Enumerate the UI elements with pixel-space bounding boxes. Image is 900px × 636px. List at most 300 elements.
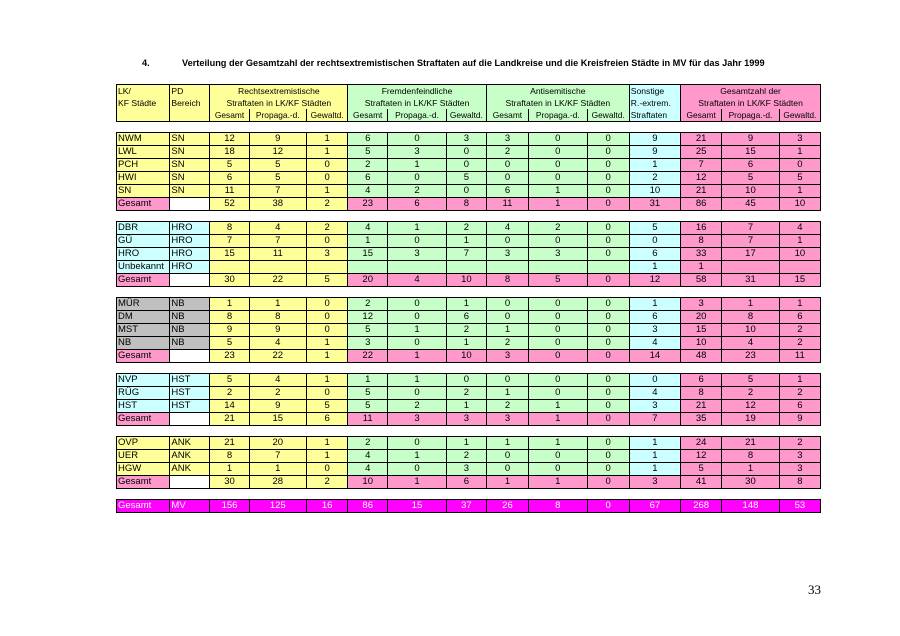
cell-value: 2	[249, 387, 307, 400]
header-total-line1: Gesamtzahl der	[681, 85, 821, 98]
cell-value: 2	[486, 400, 528, 413]
cell-value: 3	[307, 248, 348, 261]
cell-value: 8	[722, 311, 780, 324]
cell-value: 22	[348, 350, 388, 363]
cell-value: 0	[629, 235, 680, 248]
cell-pd	[170, 274, 210, 287]
cell-value: 3	[446, 413, 486, 426]
header-antisem-line2: Straftaten in LK/KF Städten	[486, 97, 629, 109]
cell-value: 1	[249, 463, 307, 476]
cell-value: 10	[446, 350, 486, 363]
cell-value: 4	[722, 337, 780, 350]
cell-value: 1	[307, 450, 348, 463]
cell-value: 0	[587, 450, 629, 463]
statistics-table	[116, 84, 821, 513]
cell-value: 1	[722, 463, 780, 476]
header-total-line2: Straftaten in LK/KF Städten	[681, 97, 821, 109]
cell-value: 1	[307, 337, 348, 350]
cell-value: 16	[307, 500, 348, 513]
cell-value: 1	[388, 159, 447, 172]
cell-value: 2	[486, 146, 528, 159]
cell-value: 6	[348, 172, 388, 185]
cell-value: 0	[388, 235, 447, 248]
cell-value: 0	[486, 159, 528, 172]
cell-value: 5	[779, 172, 820, 185]
subtotal-row	[117, 413, 821, 426]
header-lk-line1: LK/	[117, 85, 170, 98]
cell-value: 86	[348, 500, 388, 513]
cell-value: 8	[249, 311, 307, 324]
cell-value: 5	[348, 146, 388, 159]
cell-value: 1	[446, 235, 486, 248]
cell-value: 5	[529, 274, 588, 287]
cell-pd: NB	[170, 337, 210, 350]
cell-value: 1	[629, 298, 680, 311]
cell-pd: MV	[170, 500, 210, 513]
cell-value: 1	[388, 374, 447, 387]
header-rechts-line2: Straftaten in LK/KF Städten	[210, 97, 348, 109]
cell-value: 14	[210, 400, 249, 413]
table-row	[117, 133, 821, 146]
cell-value: 6	[722, 159, 780, 172]
cell-value: 6	[779, 400, 820, 413]
cell-value: 9	[629, 146, 680, 159]
cell-value: 0	[388, 172, 447, 185]
subheader-gewalt: Gewaltd.	[446, 109, 486, 122]
cell-value: 0	[587, 413, 629, 426]
cell-value: 0	[307, 172, 348, 185]
cell-value: 20	[348, 274, 388, 287]
cell-lk: DBR	[117, 222, 170, 235]
table-row	[117, 261, 821, 274]
table-row	[117, 298, 821, 311]
cell-value: 35	[681, 413, 722, 426]
cell-lk: Gesamt	[117, 500, 170, 513]
cell-value: 23	[210, 350, 249, 363]
cell-value: 0	[307, 159, 348, 172]
cell-value: 15	[722, 146, 780, 159]
cell-value	[249, 261, 307, 274]
cell-value: 3	[486, 350, 528, 363]
cell-value: 6	[629, 311, 680, 324]
cell-lk: NWM	[117, 133, 170, 146]
cell-value: 0	[587, 146, 629, 159]
cell-value: 14	[629, 350, 680, 363]
cell-value: 5	[249, 172, 307, 185]
cell-lk: Gesamt	[117, 274, 170, 287]
header-lk-line2: KF Städte	[117, 97, 170, 109]
spacer-row	[117, 489, 821, 500]
cell-value: 1	[210, 463, 249, 476]
cell-pd: HRO	[170, 235, 210, 248]
cell-value: 2	[388, 185, 447, 198]
cell-value: 5	[210, 337, 249, 350]
cell-value: 1	[388, 450, 447, 463]
cell-value	[446, 261, 486, 274]
cell-value: 15	[681, 324, 722, 337]
cell-lk: Gesamt	[117, 413, 170, 426]
cell-value: 3	[779, 133, 820, 146]
cell-value: 3	[388, 146, 447, 159]
subheader-gewalt: Gewaltd.	[779, 109, 820, 122]
cell-value: 3	[529, 248, 588, 261]
table-row	[117, 235, 821, 248]
cell-pd: SN	[170, 146, 210, 159]
cell-value: 8	[446, 198, 486, 211]
cell-pd: HST	[170, 374, 210, 387]
cell-value: 11	[348, 413, 388, 426]
cell-value	[529, 261, 588, 274]
cell-value: 0	[587, 387, 629, 400]
table-row	[117, 324, 821, 337]
cell-value: 3	[629, 476, 680, 489]
cell-value: 8	[529, 500, 588, 513]
cell-value: 0	[388, 311, 447, 324]
cell-value: 12	[210, 133, 249, 146]
spacer-row	[117, 363, 821, 374]
table-row	[117, 450, 821, 463]
cell-pd: HRO	[170, 248, 210, 261]
cell-value: 10	[629, 185, 680, 198]
cell-value: 1	[629, 261, 680, 274]
cell-value: 4	[779, 222, 820, 235]
cell-value: 24	[681, 437, 722, 450]
cell-value: 0	[587, 337, 629, 350]
cell-value: 5	[722, 172, 780, 185]
cell-value: 1	[348, 374, 388, 387]
page-number: 33	[808, 582, 821, 597]
cell-value: 1	[779, 185, 820, 198]
cell-lk: NB	[117, 337, 170, 350]
cell-value: 3	[388, 248, 447, 261]
cell-value: 0	[388, 133, 447, 146]
cell-value: 6	[446, 311, 486, 324]
cell-value: 0	[529, 172, 588, 185]
cell-value: 1	[388, 476, 447, 489]
cell-value: 7	[629, 413, 680, 426]
cell-value: 0	[587, 374, 629, 387]
cell-value: 8	[681, 235, 722, 248]
cell-pd: ANK	[170, 463, 210, 476]
cell-value: 0	[486, 463, 528, 476]
cell-value: 21	[722, 437, 780, 450]
cell-value: 2	[779, 324, 820, 337]
cell-pd: ANK	[170, 450, 210, 463]
cell-value: 9	[210, 324, 249, 337]
cell-value: 7	[210, 235, 249, 248]
cell-value: 0	[486, 298, 528, 311]
cell-value: 0	[486, 172, 528, 185]
cell-value: 1	[629, 450, 680, 463]
cell-value: 0	[587, 172, 629, 185]
cell-value: 8	[779, 476, 820, 489]
header-sonstige-line3: Straftaten	[629, 109, 680, 122]
cell-value: 0	[587, 324, 629, 337]
cell-value: 0	[587, 235, 629, 248]
cell-pd: HST	[170, 400, 210, 413]
cell-pd	[170, 476, 210, 489]
cell-value: 4	[388, 274, 447, 287]
cell-value: 0	[388, 337, 447, 350]
cell-value: 5	[722, 374, 780, 387]
cell-value: 15	[210, 248, 249, 261]
cell-value	[210, 261, 249, 274]
cell-value: 4	[629, 387, 680, 400]
cell-value: 15	[388, 500, 447, 513]
table-row	[117, 222, 821, 235]
cell-value: 6	[388, 198, 447, 211]
cell-value: 1	[307, 437, 348, 450]
spacer-row	[117, 122, 821, 133]
cell-value: 0	[529, 235, 588, 248]
cell-value: 1	[446, 400, 486, 413]
cell-pd	[170, 413, 210, 426]
table-body	[117, 122, 821, 513]
cell-value: 8	[210, 311, 249, 324]
cell-value: 1	[307, 350, 348, 363]
cell-value: 30	[722, 476, 780, 489]
cell-value: 0	[486, 235, 528, 248]
cell-value: 2	[446, 324, 486, 337]
cell-value: 3	[779, 463, 820, 476]
cell-value: 0	[446, 159, 486, 172]
cell-value: 1	[388, 350, 447, 363]
cell-value: 3	[629, 400, 680, 413]
cell-value: 5	[249, 159, 307, 172]
cell-lk: Gesamt	[117, 476, 170, 489]
cell-pd: SN	[170, 185, 210, 198]
cell-lk: UER	[117, 450, 170, 463]
cell-value: 12	[681, 450, 722, 463]
cell-value: 12	[249, 146, 307, 159]
cell-value: 1	[486, 387, 528, 400]
subtotal-row	[117, 350, 821, 363]
cell-value: 1	[210, 298, 249, 311]
cell-value: 0	[446, 374, 486, 387]
cell-pd: SN	[170, 159, 210, 172]
table-row	[117, 387, 821, 400]
subheader-propaganda: Propaga.-d.	[529, 109, 588, 122]
cell-value: 23	[722, 350, 780, 363]
cell-lk: OVP	[117, 437, 170, 450]
cell-value	[307, 261, 348, 274]
table-number: 4.	[142, 58, 150, 68]
cell-value: 4	[629, 337, 680, 350]
table-header	[117, 85, 821, 122]
cell-pd: SN	[170, 133, 210, 146]
cell-lk: HGW	[117, 463, 170, 476]
cell-value: 17	[722, 248, 780, 261]
cell-value: 2	[779, 437, 820, 450]
cell-value: 7	[446, 248, 486, 261]
cell-value: 1	[446, 337, 486, 350]
cell-value: 8	[722, 450, 780, 463]
cell-value: 3	[486, 133, 528, 146]
cell-value: 3	[681, 298, 722, 311]
cell-value: 1	[779, 374, 820, 387]
cell-value: 1	[529, 476, 588, 489]
cell-value: 0	[388, 463, 447, 476]
cell-value: 2	[446, 450, 486, 463]
cell-value: 0	[486, 311, 528, 324]
table-title	[120, 58, 820, 68]
cell-value: 10	[681, 337, 722, 350]
cell-value: 5	[348, 324, 388, 337]
cell-value: 25	[681, 146, 722, 159]
cell-lk: Gesamt	[117, 198, 170, 211]
cell-value: 8	[210, 450, 249, 463]
cell-value: 6	[210, 172, 249, 185]
cell-value: 12	[681, 172, 722, 185]
cell-value: 7	[249, 235, 307, 248]
cell-value: 1	[249, 298, 307, 311]
cell-value	[486, 261, 528, 274]
cell-value: 0	[529, 463, 588, 476]
cell-value: 0	[307, 235, 348, 248]
subtotal-row	[117, 198, 821, 211]
cell-value: 86	[681, 198, 722, 211]
cell-value: 15	[249, 413, 307, 426]
cell-value	[348, 261, 388, 274]
cell-value: 1	[779, 146, 820, 159]
cell-value: 0	[587, 133, 629, 146]
cell-value: 2	[388, 400, 447, 413]
cell-value: 11	[486, 198, 528, 211]
table-row	[117, 463, 821, 476]
cell-value: 4	[249, 222, 307, 235]
cell-pd: HST	[170, 387, 210, 400]
cell-value: 2	[446, 387, 486, 400]
cell-value: 10	[446, 274, 486, 287]
cell-value: 2	[529, 222, 588, 235]
cell-value: 0	[587, 248, 629, 261]
cell-value: 67	[629, 500, 680, 513]
cell-value: 0	[446, 146, 486, 159]
cell-value: 1	[486, 324, 528, 337]
cell-value: 6	[348, 133, 388, 146]
table-row	[117, 337, 821, 350]
cell-value: 1	[629, 159, 680, 172]
subheader-gesamt: Gesamt	[486, 109, 528, 122]
cell-value: 0	[529, 133, 588, 146]
cell-value: 5	[446, 172, 486, 185]
cell-value: 0	[307, 463, 348, 476]
cell-value: 9	[722, 133, 780, 146]
subheader-gesamt: Gesamt	[210, 109, 249, 122]
cell-pd: HRO	[170, 222, 210, 235]
cell-value: 2	[307, 222, 348, 235]
header-pd-line2: Bereich	[170, 97, 210, 109]
cell-value: 11	[779, 350, 820, 363]
cell-value: 1	[779, 235, 820, 248]
cell-value	[722, 261, 780, 274]
cell-value: 1	[529, 185, 588, 198]
cell-value: 8	[486, 274, 528, 287]
cell-value: 30	[210, 476, 249, 489]
cell-value: 3	[779, 450, 820, 463]
cell-pd: NB	[170, 324, 210, 337]
cell-value: 12	[629, 274, 680, 287]
cell-value: 4	[486, 222, 528, 235]
cell-value: 1	[529, 413, 588, 426]
cell-value: 0	[307, 311, 348, 324]
cell-value: 7	[722, 235, 780, 248]
cell-value: 1	[486, 437, 528, 450]
cell-value: 0	[307, 298, 348, 311]
subheader-gesamt: Gesamt	[681, 109, 722, 122]
cell-value: 15	[779, 274, 820, 287]
cell-value: 21	[210, 413, 249, 426]
cell-pd: ANK	[170, 437, 210, 450]
cell-lk: HWI	[117, 172, 170, 185]
cell-value: 20	[249, 437, 307, 450]
subheader-gewalt: Gewaltd.	[587, 109, 629, 122]
cell-value: 52	[210, 198, 249, 211]
cell-value: 10	[722, 185, 780, 198]
cell-pd: HRO	[170, 261, 210, 274]
cell-value: 6	[486, 185, 528, 198]
spacer-row	[117, 211, 821, 222]
cell-value: 0	[587, 222, 629, 235]
cell-pd: NB	[170, 311, 210, 324]
cell-value: 0	[388, 437, 447, 450]
cell-value: 2	[779, 387, 820, 400]
cell-value: 53	[779, 500, 820, 513]
cell-value: 4	[348, 463, 388, 476]
cell-value: 2	[348, 298, 388, 311]
cell-value: 4	[348, 450, 388, 463]
cell-value: 38	[249, 198, 307, 211]
cell-value: 5	[629, 222, 680, 235]
table-row	[117, 374, 821, 387]
subheader-propaganda: Propaga.-d.	[388, 109, 447, 122]
cell-value: 1	[307, 146, 348, 159]
table-row	[117, 400, 821, 413]
spacer-row	[117, 426, 821, 437]
header-sonstige-line2: R.-extrem.	[629, 97, 680, 109]
cell-lk: DM	[117, 311, 170, 324]
cell-value: 26	[486, 500, 528, 513]
cell-value: 0	[587, 311, 629, 324]
cell-value: 1	[307, 133, 348, 146]
cell-value: 5	[348, 400, 388, 413]
table-row	[117, 185, 821, 198]
cell-value: 3	[486, 413, 528, 426]
cell-value: 0	[307, 387, 348, 400]
cell-value: 33	[681, 248, 722, 261]
cell-value: 1	[779, 298, 820, 311]
table-row	[117, 146, 821, 159]
cell-value: 10	[779, 198, 820, 211]
cell-value: 0	[529, 350, 588, 363]
cell-value: 7	[249, 450, 307, 463]
cell-value: 2	[779, 337, 820, 350]
table-title-text: Verteilung der Gesamtzahl der rechtsextremistischen Straftaten auf die Landkreise und die Kreisfreien Städte in MV für das Jahr 1999	[182, 58, 765, 68]
cell-value: 5	[210, 374, 249, 387]
cell-value: 268	[681, 500, 722, 513]
cell-value: 125	[249, 500, 307, 513]
cell-value: 3	[486, 248, 528, 261]
cell-value: 58	[681, 274, 722, 287]
cell-value: 8	[681, 387, 722, 400]
cell-value: 10	[348, 476, 388, 489]
cell-value: 41	[681, 476, 722, 489]
cell-value: 21	[210, 437, 249, 450]
cell-value: 4	[249, 374, 307, 387]
cell-value: 0	[587, 159, 629, 172]
cell-value: 45	[722, 198, 780, 211]
cell-value: 0	[388, 387, 447, 400]
